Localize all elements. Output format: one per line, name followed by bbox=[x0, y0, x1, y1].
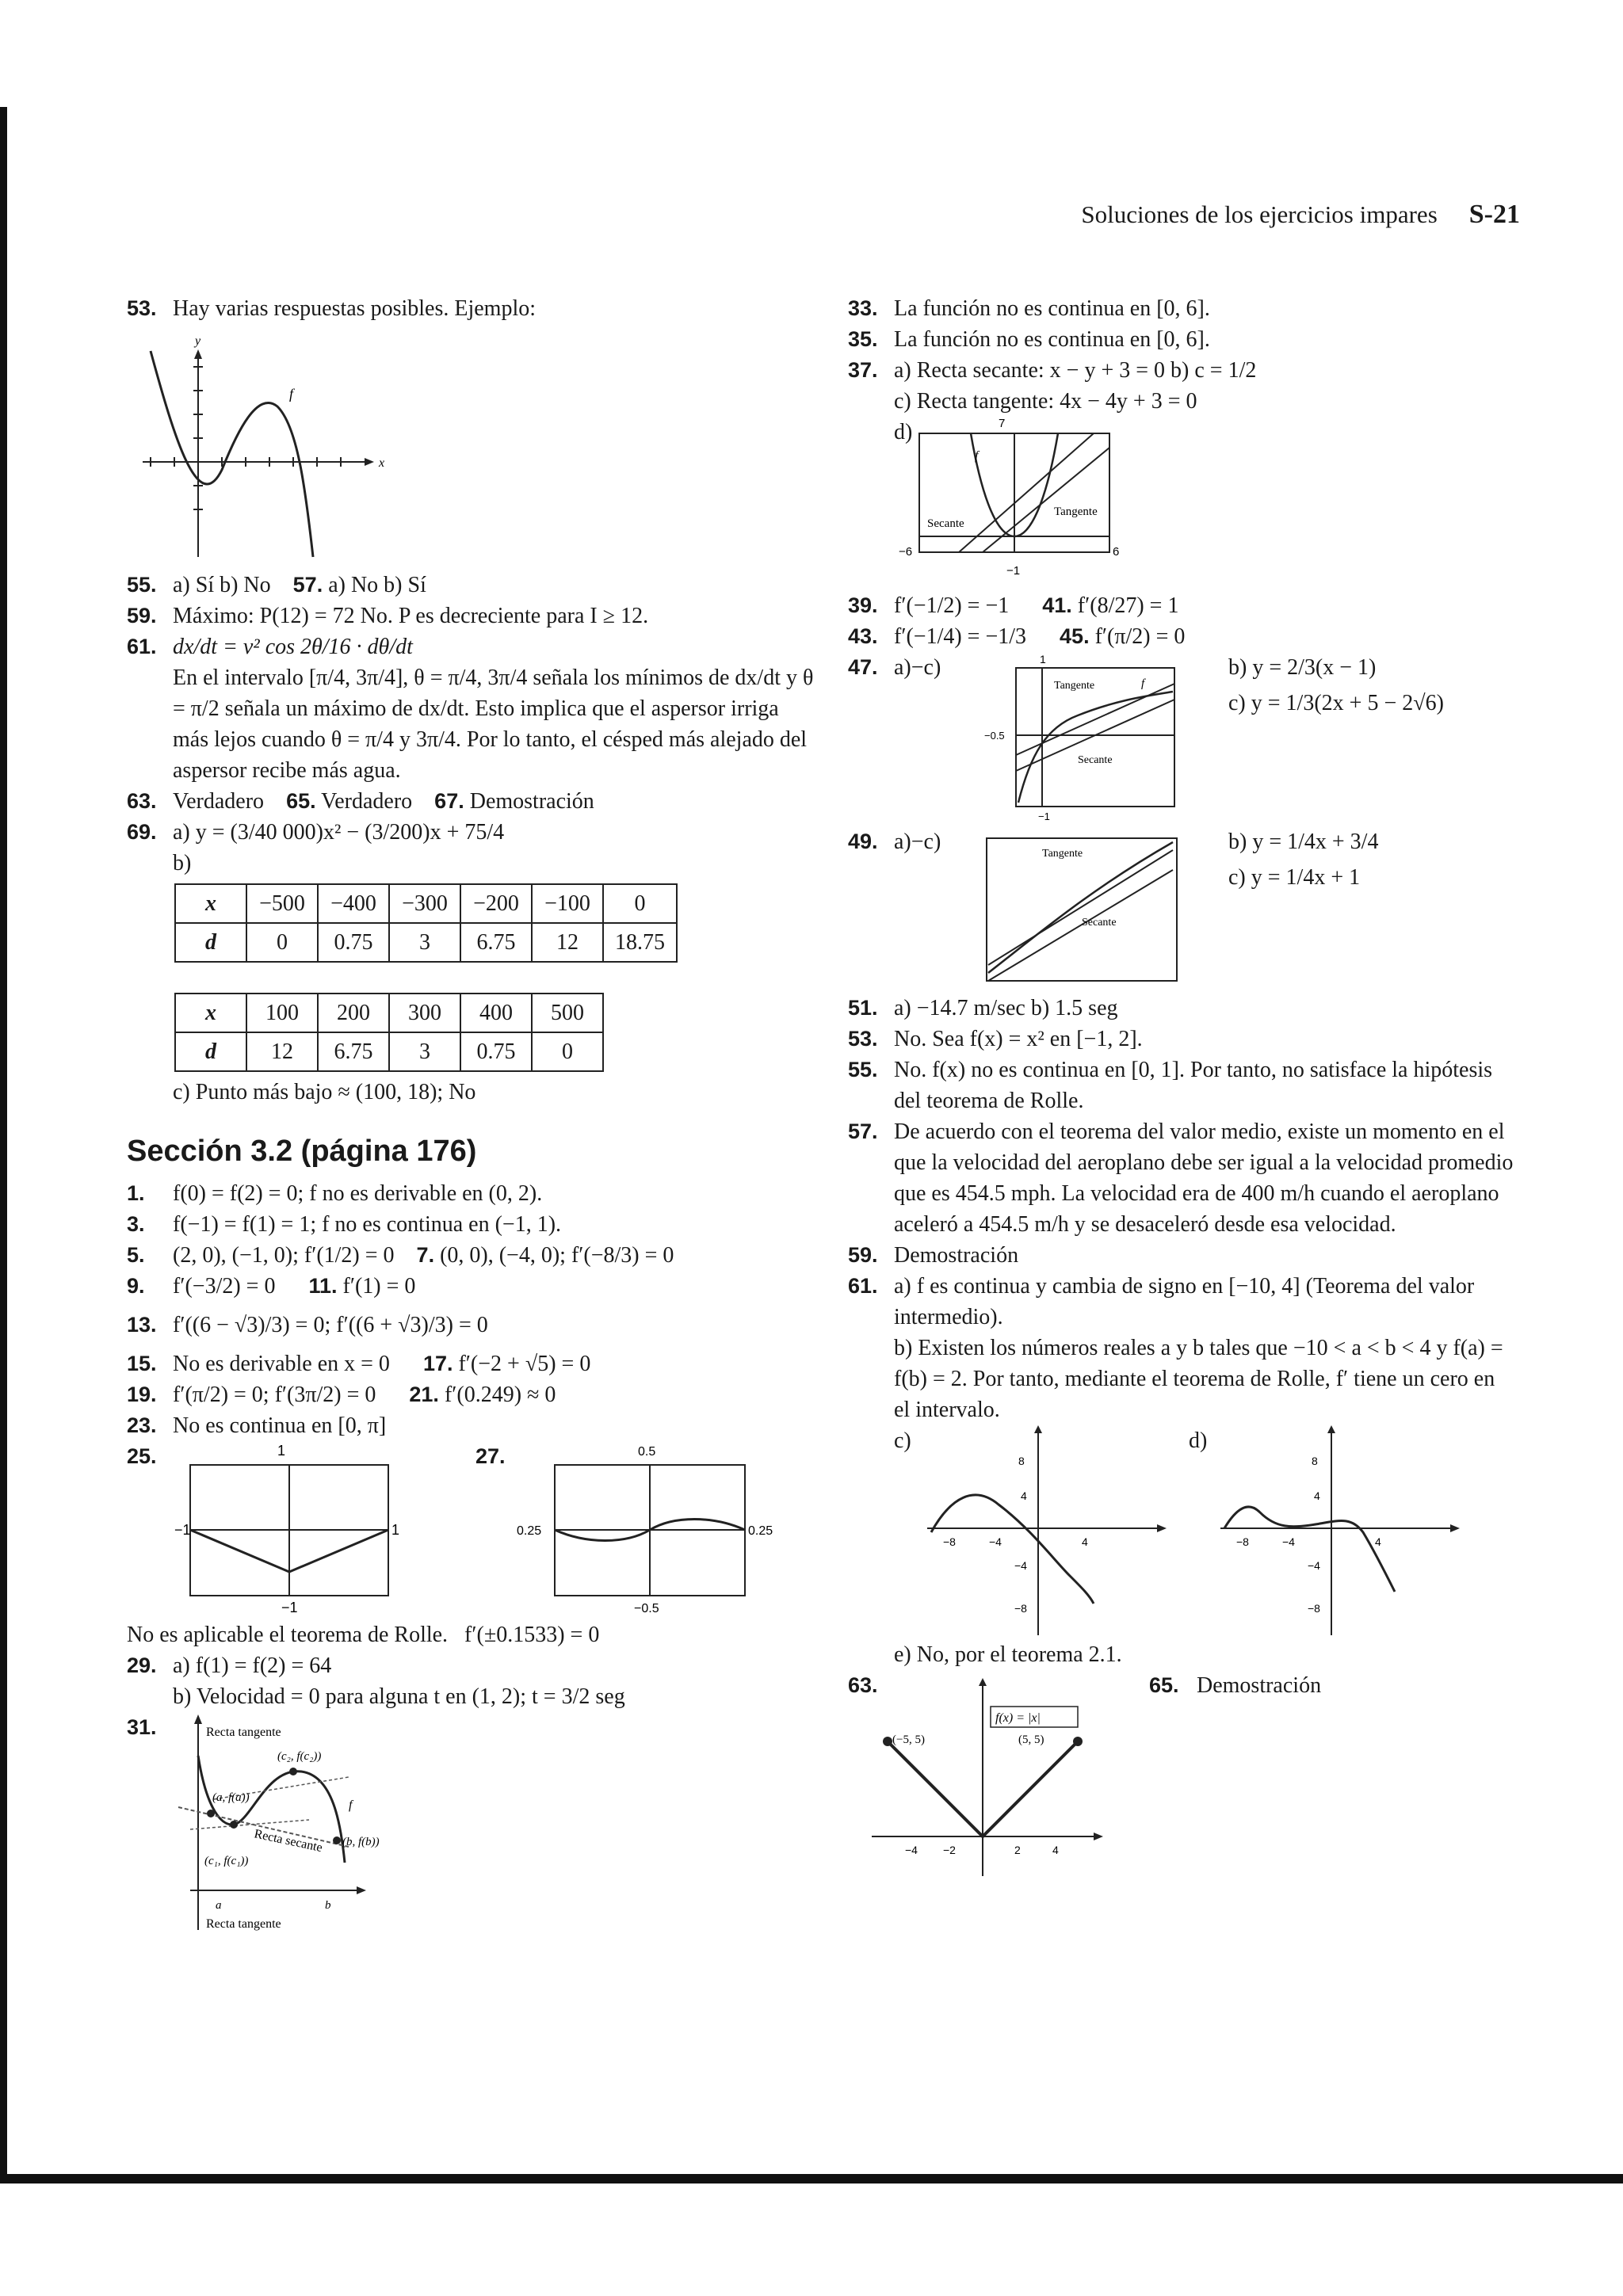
answer-text: a) Sí b) No bbox=[173, 573, 271, 597]
table-cell: −200 bbox=[460, 884, 532, 923]
item-number: 59. bbox=[127, 604, 157, 627]
figure-31-tangent-label: Recta tangente bbox=[206, 1726, 281, 1739]
figure-31 bbox=[166, 1712, 452, 1934]
table-69-second bbox=[174, 993, 604, 1072]
answer-text: Verdadero bbox=[173, 789, 265, 814]
figure-61d-tick-label: 4 bbox=[1375, 1535, 1381, 1548]
figure-31-point-label: (c₁, f(c₁)) bbox=[204, 1855, 249, 1867]
header-title: Soluciones de los ejercicios impares bbox=[1081, 200, 1438, 228]
item-number: 63. bbox=[848, 1673, 878, 1697]
figure-27-top-label: 0.5 bbox=[638, 1445, 656, 1459]
item-number: 3. bbox=[127, 1212, 145, 1236]
answer-r47 bbox=[848, 652, 1514, 826]
answer-text: Demostración bbox=[894, 1243, 1019, 1268]
section-title: Sección 3.2 (página 176) bbox=[127, 1135, 477, 1168]
item-number: 35. bbox=[848, 327, 878, 351]
answer-text: (0, 0), (−4, 0); f′(−8/3) = 0 bbox=[440, 1243, 674, 1268]
figure-61c-tick-label: −4 bbox=[1014, 1559, 1027, 1572]
item-number: 67. bbox=[434, 789, 464, 813]
answer-text: b) bbox=[173, 851, 192, 875]
table-cell: 6.75 bbox=[318, 1032, 389, 1071]
figure-61c-tick-label: −8 bbox=[943, 1535, 956, 1548]
figure-31-b-label: b bbox=[325, 1899, 331, 1912]
figure-27-right-label: 0.25 bbox=[748, 1524, 773, 1538]
answer-s29 bbox=[127, 1650, 816, 1712]
figure-49 bbox=[971, 826, 1185, 989]
scan-edge-bottom bbox=[0, 2174, 1623, 2183]
answer-61 bbox=[127, 631, 816, 786]
item-number: 37. bbox=[848, 358, 878, 382]
table-cell: 6.75 bbox=[460, 923, 532, 962]
table-cell: 3 bbox=[389, 1032, 460, 1071]
answer-text: f′(0.249) ≈ 0 bbox=[444, 1383, 556, 1407]
table-cell: 200 bbox=[318, 994, 389, 1032]
answer-text: b) Existen los números reales a y b tales que −10 < a < b < 4 y f(a) = f(b) = 2. Por tanto, mediante el teorema de Rolle, f′ tiene un cero en el intervalo. bbox=[894, 1336, 1503, 1422]
item-number: 11. bbox=[308, 1274, 338, 1298]
figure-63-tick-label: 4 bbox=[1052, 1844, 1059, 1856]
item-number: 55. bbox=[848, 1058, 878, 1081]
table-cell: 0.75 bbox=[460, 1032, 532, 1071]
answer-text: (2, 0), (−1, 0); f′(1/2) = 0 bbox=[173, 1243, 395, 1268]
item-number: 53. bbox=[127, 296, 157, 320]
item-number: 45. bbox=[1060, 624, 1090, 648]
figure-47 bbox=[983, 652, 1189, 822]
answer-r57 bbox=[848, 1116, 1514, 1240]
figure-31-block bbox=[127, 1712, 816, 1934]
table-69-first bbox=[174, 883, 678, 963]
item-number: 69. bbox=[127, 820, 157, 844]
item-number: 27. bbox=[475, 1444, 506, 1468]
figure-63-tick-label: −2 bbox=[943, 1844, 956, 1856]
answer-text: Máximo: P(12) = 72 No. P es decreciente para I ≥ 12. bbox=[173, 604, 649, 628]
answer-text: c) Punto más bajo ≈ (100, 18); No bbox=[173, 1080, 476, 1104]
answer-s23 bbox=[127, 1410, 816, 1441]
answer-55-57 bbox=[127, 570, 816, 601]
table-header: x bbox=[175, 884, 246, 923]
answer-text: d) bbox=[1189, 1428, 1208, 1453]
answer-text: b) y = 1/4x + 3/4 bbox=[1228, 830, 1379, 854]
figure-47-secant-label: Secante bbox=[1078, 754, 1113, 766]
figure-61c-tick-label: −8 bbox=[1014, 1602, 1027, 1615]
figure-27 bbox=[515, 1441, 785, 1619]
table-cell: −300 bbox=[389, 884, 460, 923]
item-number: 19. bbox=[127, 1383, 157, 1406]
table-cell: 3 bbox=[389, 923, 460, 962]
table-header: d bbox=[175, 923, 246, 962]
answer-text: De acuerdo con el teorema del valor medio, existe un momento en el que la velocidad del aeroplano debe ser igual a la velocidad promedio que es 454.5 mph. La velocidad era de 400 m/h cuando el aeroplano aceleró a 454.5 m/h y se desaceleró desde esa velocidad. bbox=[894, 1119, 1514, 1237]
answer-r43-r45 bbox=[848, 621, 1514, 652]
answer-text: a) y = (3/40 000)x² − (3/200)x + 75/4 bbox=[173, 820, 505, 845]
figure-47-tangent-label: Tangente bbox=[1054, 680, 1095, 692]
table-row bbox=[175, 994, 603, 1032]
answer-text: a) −14.7 m/sec b) 1.5 seg bbox=[894, 996, 1118, 1020]
figure-37-secant-label: Secante bbox=[927, 517, 964, 530]
answer-text: Demostración bbox=[469, 789, 594, 814]
figure-31-secant-label: Recta secante bbox=[253, 1827, 324, 1855]
item-number: 29. bbox=[127, 1653, 157, 1677]
answer-r35 bbox=[848, 324, 1514, 355]
figure-47-left-label: −0.5 bbox=[984, 730, 1005, 742]
item-number: 59. bbox=[848, 1243, 878, 1267]
answer-r33 bbox=[848, 293, 1514, 324]
figure-53 bbox=[127, 327, 388, 565]
figure-61d-tick-label: 4 bbox=[1314, 1489, 1320, 1502]
figure-37-tangent-label: Tangente bbox=[1054, 505, 1098, 518]
figure-47-bottom-label: −1 bbox=[1038, 810, 1050, 822]
figure-53-y-label: y bbox=[195, 334, 201, 348]
table-cell: −100 bbox=[532, 884, 603, 923]
figures-61cd bbox=[848, 1425, 1514, 1639]
scan-edge-left bbox=[0, 107, 7, 2175]
item-number: 9. bbox=[127, 1274, 145, 1298]
figure-61c-tick-label: 4 bbox=[1082, 1535, 1088, 1548]
figure-31-point-label: (a, f(a)) bbox=[212, 1791, 250, 1804]
figure-61d bbox=[1212, 1425, 1466, 1639]
figure-37-bottom-label: −1 bbox=[1006, 564, 1021, 578]
answer-text: La función no es continua en [0, 6]. bbox=[894, 296, 1210, 321]
answer-s13 bbox=[127, 1310, 816, 1341]
answer-text: c) bbox=[894, 1428, 911, 1453]
answer-text: f′(−1/2) = −1 bbox=[894, 593, 1010, 618]
figure-37-top-label: 7 bbox=[999, 417, 1006, 430]
answer-text: c) y = 1/4x + 1 bbox=[1228, 865, 1361, 890]
figure-61c bbox=[919, 1425, 1173, 1639]
figure-61d-tick-label: −8 bbox=[1308, 1602, 1320, 1615]
answer-r53 bbox=[848, 1024, 1514, 1055]
item-number: 15. bbox=[127, 1352, 157, 1375]
answer-59 bbox=[127, 601, 816, 631]
figure-63-tick-label: −4 bbox=[905, 1844, 918, 1856]
item-number: 33. bbox=[848, 296, 878, 320]
answer-63-67 bbox=[127, 786, 816, 817]
answer-s15-s17 bbox=[127, 1348, 816, 1379]
answer-text: f′(−2 + √5) = 0 bbox=[458, 1352, 591, 1376]
figure-37-curve-label: f bbox=[975, 449, 979, 463]
item-number: 47. bbox=[848, 655, 878, 679]
answer-text: No es derivable en x = 0 bbox=[173, 1352, 390, 1376]
answer-text: f′((6 − √3)/3) = 0; f′((6 + √3)/3) = 0 bbox=[173, 1313, 488, 1337]
answer-text: f′(−3/2) = 0 bbox=[173, 1274, 276, 1299]
table-cell: 0.75 bbox=[318, 923, 389, 962]
answer-r63-r65 bbox=[848, 1670, 1514, 1884]
answer-text: a) No b) Sí bbox=[328, 573, 426, 597]
figure-61d-tick-label: −8 bbox=[1236, 1535, 1249, 1548]
figure-61d-tick-label: 8 bbox=[1312, 1455, 1318, 1467]
answer-text: No es continua en [0, π] bbox=[173, 1413, 387, 1438]
answer-text: a) f es continua y cambia de signo en [−10, 4] (Teorema del valor intermedio). bbox=[894, 1274, 1475, 1329]
figure-63-function-label: f(x) = |x| bbox=[995, 1711, 1041, 1725]
answer-text: La función no es continua en [0, 6]. bbox=[894, 327, 1210, 352]
table-cell: −500 bbox=[246, 884, 318, 923]
table-cell: 0 bbox=[246, 923, 318, 962]
item-number: 5. bbox=[127, 1243, 145, 1267]
item-number: 31. bbox=[127, 1715, 157, 1739]
item-number: 57. bbox=[292, 573, 323, 597]
figure-63-tick-label: 2 bbox=[1014, 1844, 1021, 1856]
table-cell: −400 bbox=[318, 884, 389, 923]
answer-text: a) f(1) = f(2) = 64 bbox=[173, 1653, 332, 1678]
answer-formula: dx/dt = v² cos 2θ/16 · dθ/dt bbox=[173, 635, 413, 659]
answer-text: f′(−1/4) = −1/3 bbox=[894, 624, 1027, 649]
item-number: 23. bbox=[127, 1413, 157, 1437]
item-number: 43. bbox=[848, 624, 878, 648]
left-column bbox=[127, 293, 816, 1934]
figure-49-tangent-label: Tangente bbox=[1042, 848, 1083, 860]
table-cell: 12 bbox=[246, 1032, 318, 1071]
answer-s1 bbox=[127, 1178, 816, 1209]
figure-53-curve-label: f bbox=[289, 386, 294, 402]
table-row bbox=[175, 1032, 603, 1071]
item-number: 51. bbox=[848, 996, 878, 1020]
answer-text: Verdadero bbox=[321, 789, 413, 814]
answer-s9-s11 bbox=[127, 1271, 816, 1302]
figure-25 bbox=[174, 1441, 412, 1619]
answer-text: a)−c) bbox=[894, 655, 941, 680]
item-number: 63. bbox=[127, 789, 157, 813]
figure-63-point-label: (5, 5) bbox=[1018, 1733, 1044, 1746]
item-number: 39. bbox=[848, 593, 878, 617]
answer-text: a)−c) bbox=[894, 830, 941, 854]
figure-49-secant-label: Secante bbox=[1082, 917, 1117, 929]
answer-text: Demostración bbox=[1197, 1673, 1322, 1698]
figure-31-point-label: (b, f(b)) bbox=[342, 1836, 380, 1848]
figure-25-bottom-label: −1 bbox=[281, 1600, 298, 1615]
answer-text: a) Recta secante: x − y + 3 = 0 b) c = 1/2 bbox=[894, 358, 1257, 383]
item-number: 1. bbox=[127, 1181, 145, 1205]
table-header: x bbox=[175, 994, 246, 1032]
table-cell: 400 bbox=[460, 994, 532, 1032]
right-column bbox=[848, 293, 1514, 1884]
answer-text: c) y = 1/3(2x + 5 − 2√6) bbox=[1228, 691, 1444, 715]
answer-text: No es aplicable el teorema de Rolle. f′(±0.1533) = 0 bbox=[127, 1623, 600, 1647]
item-number: 25. bbox=[127, 1444, 157, 1468]
figure-31-curve-label: f bbox=[349, 1798, 353, 1812]
figure-61c-tick-label: 4 bbox=[1021, 1489, 1027, 1502]
answer-r61 bbox=[848, 1271, 1514, 1425]
item-number: 61. bbox=[848, 1274, 878, 1298]
figure-47-curve-label: f bbox=[1141, 677, 1145, 690]
figure-63-point-label: (−5, 5) bbox=[892, 1733, 925, 1746]
table-cell: 100 bbox=[246, 994, 318, 1032]
figure-25-right-label: 1 bbox=[391, 1522, 400, 1538]
answer-r55 bbox=[848, 1055, 1514, 1116]
item-number: 49. bbox=[848, 830, 878, 853]
answer-text: No. Sea f(x) = x² en [−1, 2]. bbox=[894, 1027, 1143, 1051]
figure-25-left-label: −1 bbox=[174, 1522, 191, 1538]
figure-31-a-label: a bbox=[216, 1899, 222, 1912]
figure-25-top-label: 1 bbox=[277, 1443, 286, 1459]
answer-text: En el intervalo [π/4, 3π/4], θ = π/4, 3π/4 señala los mínimos de dx/dt y θ = π/2 señala un máximo de dx/dt. Esto implica que el aspersor irriga más lejos cuando θ = π/4 y 3π/4. Por lo tanto, el césped más alejado del aspersor recibe más agua. bbox=[173, 666, 814, 783]
figures-25-27 bbox=[127, 1441, 816, 1619]
answer-s3 bbox=[127, 1209, 816, 1240]
answer-r51 bbox=[848, 993, 1514, 1024]
answer-69 bbox=[127, 817, 816, 879]
page-header bbox=[1081, 200, 1520, 230]
table-header: d bbox=[175, 1032, 246, 1071]
figure-61c-tick-label: −4 bbox=[989, 1535, 1002, 1548]
answer-text: d) bbox=[894, 420, 913, 444]
item-number: 7. bbox=[416, 1243, 435, 1267]
item-number: 65. bbox=[286, 789, 316, 813]
table-cell: 500 bbox=[532, 994, 603, 1032]
answer-text: f′(8/27) = 1 bbox=[1077, 593, 1179, 618]
item-number: 21. bbox=[409, 1383, 439, 1406]
answer-text: f′(π/2) = 0; f′(3π/2) = 0 bbox=[173, 1383, 376, 1407]
item-number: 55. bbox=[127, 573, 157, 597]
figure-61d-tick-label: −4 bbox=[1282, 1535, 1295, 1548]
item-number: 41. bbox=[1042, 593, 1072, 617]
answer-s19-s21 bbox=[127, 1379, 816, 1410]
answer-s5-s7 bbox=[127, 1240, 816, 1271]
item-number: 17. bbox=[422, 1352, 453, 1375]
answer-text: f′(π/2) = 0 bbox=[1094, 624, 1186, 649]
answer-text: No. f(x) no es continua en [0, 1]. Por tanto, no satisface la hipótesis del teorema de Rolle. bbox=[894, 1058, 1493, 1113]
answer-text: c) Recta tangente: 4x − 4y + 3 = 0 bbox=[894, 389, 1197, 414]
figure-61d-tick-label: −4 bbox=[1308, 1559, 1320, 1572]
figure-37-right-label: 6 bbox=[1113, 545, 1120, 559]
figure-31-tangent-label: Recta tangente bbox=[206, 1917, 281, 1931]
answer-text: f′(1) = 0 bbox=[342, 1274, 416, 1299]
table-cell: 0 bbox=[532, 1032, 603, 1071]
answer-53 bbox=[127, 293, 816, 324]
figure-47-top-label: 1 bbox=[1040, 653, 1046, 666]
page-number: S-21 bbox=[1468, 200, 1520, 229]
answer-r39-r41 bbox=[848, 590, 1514, 621]
figure-37-left-label: −6 bbox=[899, 545, 913, 559]
answer-r49 bbox=[848, 826, 1514, 993]
table-cell: 18.75 bbox=[603, 923, 677, 962]
answer-text: e) No, por el teorema 2.1. bbox=[894, 1642, 1122, 1667]
item-number: 61. bbox=[127, 635, 157, 658]
table-row bbox=[175, 923, 677, 962]
item-number: 65. bbox=[1149, 1673, 1179, 1697]
figure-63 bbox=[864, 1678, 1125, 1884]
item-number: 53. bbox=[848, 1027, 878, 1051]
figure-31-point-label: (c₂, f(c₂)) bbox=[277, 1750, 322, 1763]
table-row bbox=[175, 884, 677, 923]
table-cell: 0 bbox=[603, 884, 677, 923]
answer-text: f(0) = f(2) = 0; f no es derivable en (0, 2). bbox=[173, 1181, 543, 1206]
figure-27-bottom-label: −0.5 bbox=[634, 1602, 659, 1615]
answer-r59 bbox=[848, 1240, 1514, 1271]
answer-text: b) Velocidad = 0 para alguna t en (1, 2); t = 3/2 seg bbox=[173, 1684, 625, 1709]
answer-text: f(−1) = f(1) = 1; f no es continua en (−1, 1). bbox=[173, 1212, 562, 1237]
figure-27-left-label: 0.25 bbox=[517, 1524, 542, 1538]
figure-61c-tick-label: 8 bbox=[1018, 1455, 1025, 1467]
table-cell: 12 bbox=[532, 923, 603, 962]
answer-text: Hay varias respuestas posibles. Ejemplo: bbox=[173, 296, 537, 321]
figure-53-x-label: x bbox=[379, 456, 385, 470]
answer-r37 bbox=[848, 355, 1514, 448]
item-number: 13. bbox=[127, 1313, 157, 1337]
answer-text: b) y = 2/3(x − 1) bbox=[1228, 655, 1377, 680]
table-cell: 300 bbox=[389, 994, 460, 1032]
item-number: 57. bbox=[848, 1119, 878, 1143]
